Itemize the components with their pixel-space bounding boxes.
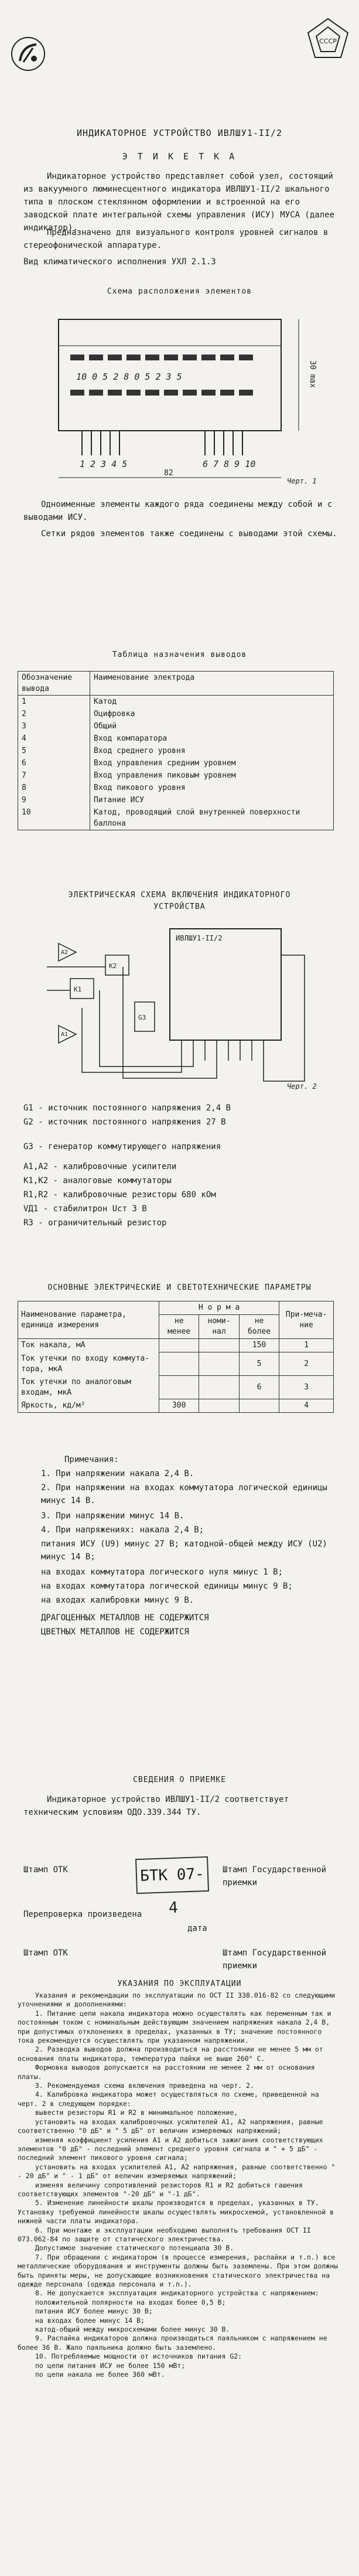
recheck-date: дата — [187, 1924, 207, 1933]
svg-text:K2: K2 — [109, 962, 117, 970]
table-row: Ток накала, мА 150 1 — [18, 1339, 334, 1352]
state-acceptance-label-2: Штамп Государственной приемки — [223, 1948, 327, 1971]
legend-a1a2: A1,A2 - калибровочные усилители — [23, 1162, 177, 1171]
table-row: 9 Питание ИСУ — [18, 794, 334, 806]
factory-logo-icon — [9, 35, 47, 73]
document-title: ИНДИКАТОРНОЕ УСТРОЙСТВО ИВЛШУ1-II/2 — [76, 128, 283, 138]
svg-text:A1: A1 — [61, 1031, 69, 1038]
legend-g1: G1 - источник постоянного напряжения 2,4 В — [23, 1103, 231, 1113]
notes-heading: Примечания: — [64, 1455, 119, 1464]
note-2: 2. При напряжении на входах коммутатора логической единицы минус 14 В. — [41, 1483, 327, 1505]
note-4b: на входах коммутатора логического нуля минус 1 В; — [41, 1568, 283, 1577]
chip-label: ИВЛШУ1-II/2 — [176, 934, 223, 942]
svg-text:K1: K1 — [74, 986, 82, 993]
pins-table — [18, 671, 334, 830]
drawing-caption: Черт. 1 — [287, 477, 317, 485]
drawing-note-1: Одноименные элементы каждого ряда соединены между собой и с выводами ИСУ. — [23, 500, 333, 522]
electric-title-2: УСТРОЙСТВА — [153, 902, 206, 911]
table-row: 2 Оцифровка — [18, 708, 334, 720]
table-row: 7 Вход управления пиковым уровнем — [18, 769, 334, 782]
element-layout-drawing — [23, 302, 328, 489]
legend-g2: G2 - источник постоянного напряжения 27 В — [23, 1117, 226, 1127]
svg-text:СССР: СССР — [319, 38, 337, 45]
drawing-digits: 10 0 5 2 8 0 5 2 3 5 — [76, 372, 182, 382]
recheck-label: Перепроверка произведена — [23, 1910, 142, 1919]
svg-text:G3: G3 — [138, 1014, 146, 1021]
electric-schematic-drawing — [35, 920, 328, 1090]
acceptance-text: Индикаторное устройство ИВЛШУ1-II/2 соответствует техническим условиям ОДО.339.344 ТУ. — [23, 1795, 289, 1817]
intro-paragraph: Индикаторное устройство представляет собой узел, состоящий из вакуумного люминесцентного индикатора ИВЛШУ1-II/2 шкального типа в плоском стеклянном оформлении и встроенной на его заводской плате интегральной схемы управления (ИСУ) МУСА (далее индикатор). — [23, 172, 335, 233]
table-row: 3 Общий — [18, 720, 334, 732]
table-row: Ток утечки по аналоговым входам, мкА 6 3 — [18, 1376, 334, 1399]
legend-r3: R3 - ограничительный резистор — [23, 1218, 167, 1228]
legend-r1r2: R1,R2 - калибровочные резисторы 680 кОм — [23, 1190, 216, 1200]
table-row: Яркость, кд/м² 300 4 — [18, 1399, 334, 1413]
metals-precious: ДРАГОЦЕННЫХ МЕТАЛЛОВ НЕ СОДЕРЖИТСЯ — [41, 1613, 209, 1623]
pins-right-label: 6 7 8 9 10 — [203, 459, 256, 469]
note-3: 3. При напряжении минус 14 В. — [41, 1511, 184, 1521]
table-row: 1 Катод — [18, 696, 334, 708]
otk-stamp-label: Штамп ОТК — [23, 1865, 68, 1875]
legend-g3: G3 - генератор коммутирующего напряжения — [23, 1142, 221, 1151]
instructions-body: Указания и рекомендации по эксплуатации по ОСТ II 338.016-82 со следующими уточнениями и дополнениями: 1. Питание цепи накала индикатора можно осуществлять как переменным так и постоянным током с номинальным действующим значением напряжения накала 2,4 В, при допустимых отклонениях в пределах, указанных в ТУ; значение постоянного тока рекомендуется осуществлять при указанном напряжении. 2. Разводка выводов должна производиться на расстоянии не менее 5 мм от основания платы индикатора, температура пайки не выше 260° С. Формовка выводов допускается на расстоянии не менее 2 мм от основания платы. 3. Рекомендуемая схема включения приведена на черт. 2. 4. Калибровка индикатора может осуществляться по схеме, приведенной на черт. 2 в следующем порядке: вывести резисторы R1 и R2 в минимальное положение, установить на входах калибровочных усилителей А1, А2 напряжения, равные соответственно "0 дБ" и " 5 дБ" от величин измеряемых напряжений; изменяя коэффициент усиления А1 и А2 добиться зажигания соответствующих элементов "0 дБ" - последний элемент среднего уровня сигнала и " + 5 дБ" - последний элемент пикового уровня сигнала; установить на входах усилителей А1, А2 напряжения, равные соответственно " - 20 дБ" и " - 1 дБ" от величин измеряемых напряжений; изменяя величину сопротивлений резисторов R1 и R2 добиться гашения соответствующих элементов "-20 дБ" и "-1 дБ". 5. Изменение линейности шкалы производится в пределах, указанных в ТУ. Установку требуемой линейности шкалы осуществлять микросхемой, установленной в нижней части платы индикатора. 6. При монтаже и эксплуатации необходимо выполнять требования ОСТ II 073.062-84 по защите от статического электричества. Допустимое значение статического потенциала 30 В. 7. При обращении с индикатором (в процессе измерения, распайки и т.п.) все металлические оборудования и инструменты должны быть заземлены. При этом должны быть приняты меры, не допускающие возникновения статического электричества на одежде персонала (одежда персонала и т.п.). 8. Не допускается эксплуатация индикаторного устройства с напряжением: положительной полярности на входах более 0,5 В; питания ИСУ более минус 30 В; на входах более минус 14 В; катод-общий между микросхемами более минус 30 В. 9. Распайка индикаторов должна производиться паяльником с напряжением не более 36 В. Жало паяльника должно быть заземлено. 10. Потребляемые мощности от источников питания G2: по цепи питания ИСУ не более 150 мВт; по цепи накала не более 360 мВт. — [18, 1991, 338, 2379]
svg-text:A2: A2 — [61, 949, 69, 956]
electric-title-1: ЭЛЕКТРИЧЕСКАЯ СХЕМА ВКЛЮЧЕНИЯ ИНДИКАТОРНОГО — [68, 891, 291, 899]
table-row: Ток утечки по входу коммута-тора, мкА 5 2 — [18, 1352, 334, 1376]
params-header: Наименование параметра, единица измерения Н о р м а При-меча-ние — [18, 1301, 334, 1315]
label-heading: Э Т И К Е Т К А — [122, 151, 237, 162]
params-subheader: не менее номи-нал не более — [18, 1315, 334, 1339]
pins-left-label: 1 2 3 4 5 — [80, 459, 128, 469]
legend-vd1: VД1 - стабилитрон Uст 3 В — [23, 1204, 147, 1214]
table-row: 8 Вход пикового уровня — [18, 782, 334, 794]
legend-k1k2: K1,K2 - аналоговые коммутаторы — [23, 1176, 172, 1185]
note-4d: на входах калибровки минус 9 В. — [41, 1596, 194, 1605]
table-row: 6 Вход управления средним уровнем — [18, 757, 334, 769]
pins-table-header — [18, 672, 334, 696]
metals-nonferrous: ЦВЕТНЫХ МЕТАЛЛОВ НЕ СОДЕРЖИТСЯ — [41, 1627, 189, 1637]
instructions-title: УКАЗАНИЯ ПО ЭКСПЛУАТАЦИИ — [117, 1979, 242, 1988]
quality-mark-icon — [305, 15, 351, 62]
dim-bottom: 82 — [164, 469, 173, 478]
params-table — [18, 1301, 334, 1413]
state-acceptance-label: Штамп Государственной приемки — [223, 1865, 327, 1887]
table-row: 5 Вход среднего уровня — [18, 745, 334, 757]
note-4: 4. При напряжениях: накала 2,4 В; — [41, 1525, 204, 1535]
params-title: ОСНОВНЫЕ ЭЛЕКТРИЧЕСКИЕ И СВЕТОТЕХНИЧЕСКИЕ ПАРАМЕТРЫ — [47, 1283, 312, 1292]
table-row: 4 Вход компаратора — [18, 732, 334, 745]
electric-caption: Черт. 2 — [287, 1082, 317, 1090]
note-4c: на входах коммутатора логической единицы минус 9 В; — [41, 1582, 293, 1591]
purpose-paragraph: Предназначено для визуального контроля уровней сигналов в стереофонической аппаратуре. — [23, 228, 329, 250]
note-1: 1. При напряжении накала 2,4 В. — [41, 1469, 194, 1478]
dim-side: 30 max — [308, 360, 317, 388]
drawing-note-2: Сетки рядов элементов также соединены с выводами этой схемы. — [41, 529, 337, 539]
pins-table-title: Таблица назначения выводов — [112, 650, 247, 659]
pins-header-name: Наименование электрода — [90, 672, 334, 696]
otk-stamp: БТК 07-4 — [135, 1856, 209, 1894]
table-row: 10 Катод, проводящий слой внутренней поверхности баллона — [18, 806, 334, 830]
climate-line: Вид климатического исполнения УХЛ 2.1.3 — [23, 257, 216, 267]
pins-header-num: Обозначение вывода — [18, 672, 90, 696]
drawing-title: Схема расположения элементов — [107, 287, 252, 296]
acceptance-title: СВЕДЕНИЯ О ПРИЕМКЕ — [133, 1776, 226, 1784]
otk-stamp-label-2: Штамп ОТК — [23, 1948, 68, 1958]
note-4a: питания ИСУ (U9) минус 27 В; катодной-общей между ИСУ (U2) минус 14 В; — [41, 1539, 327, 1562]
